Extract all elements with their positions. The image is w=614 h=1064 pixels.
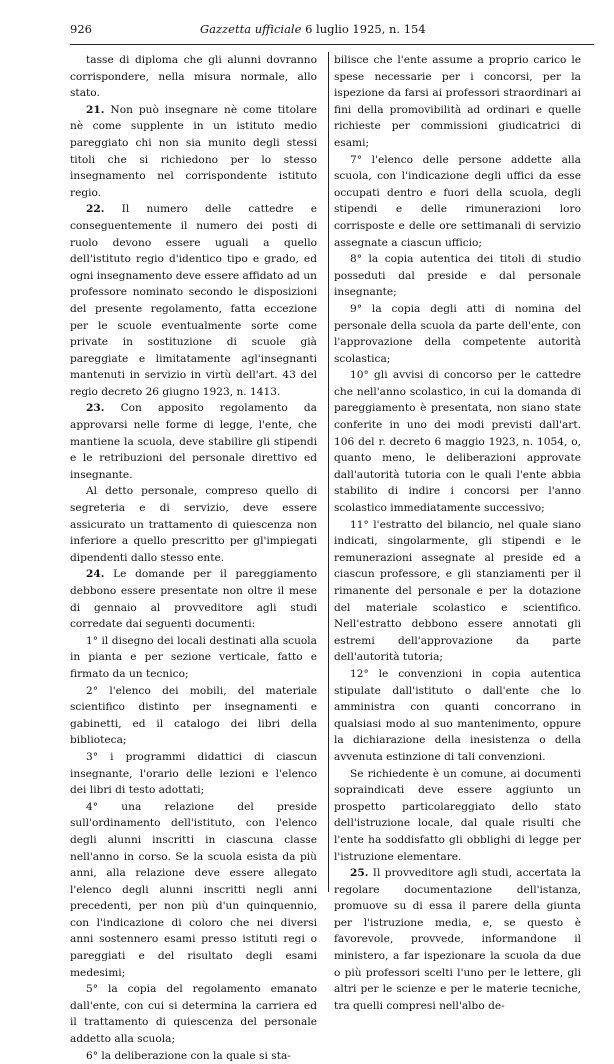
- article-paragraph: [70, 201, 317, 400]
- paragraph: [70, 749, 317, 799]
- paragraph-text: Le domande per il pareggiamento debbono essere presentate non oltre il mese di gennaio al provveditore agli studi corredate dai seguenti documenti:: [70, 568, 317, 631]
- paragraph-text: Se richiedente è un comune, ai documenti sopraindicati deve essere aggiunto un prospetto particolareggiato dello stato dell'istruzione locale, dal quale risulti che l'ente ha soddisfatto gli obblighi di legge per l'istruzione elementare.: [334, 767, 581, 863]
- paragraph: [334, 517, 581, 666]
- column-divider: [328, 52, 329, 892]
- article-paragraph: [70, 400, 317, 483]
- paragraph: [70, 1048, 317, 1064]
- paragraph-text: 1° il disegno dei locali destinati alla scuola in pianta e per sezione verticale, fatto e firmato da un tecnico;: [70, 634, 317, 680]
- paragraph-text: 5° la copia del regolamento emanato dall'ente, con cui si determina la carriera ed il trattamento di quiescenza del personale addetto alla scuola;: [70, 983, 317, 1046]
- paragraph: [334, 301, 581, 367]
- article-paragraph: [70, 566, 317, 632]
- paragraph: [334, 666, 581, 766]
- paragraph-text: bilisce che l'ente assume a proprio carico le spese necessarie per i concorsi, per la ispezione da farsi ai professori straordinari ai fini della promovibilità ad ordinari e quelle richieste per commissioni giudicatrici di esami;: [334, 54, 581, 149]
- paragraph: [334, 52, 581, 152]
- paragraph-text: Il provveditore agli studi, accertata la regolare documentazione dell'istanza, promuove su di essa il parere della giunta per l'istruzione media, e, se questo è favorevole, provvede, informandone il ministero, a far ispezionare la scuola da due o più professori scelti l'uno per le lettere, gli altri per le scienze e per le materie tecniche, tra quelli compresi nell'albo de-: [334, 867, 581, 1012]
- gazette-title: Gazzetta ufficiale: [200, 22, 302, 36]
- right-column: [334, 52, 581, 1014]
- paragraph: [70, 981, 317, 1047]
- page-number: 926: [70, 22, 92, 36]
- header-rule: [70, 44, 594, 45]
- issue-date: 6 luglio 1925, n. 154: [305, 22, 426, 36]
- article-paragraph: [334, 865, 581, 1014]
- paragraph: [70, 799, 317, 982]
- paragraph-text: 4° una relazione del preside sull'ordinamento dell'istituto, con l'elenco degli alunni inscritti in ciascuna classe nell'anno in corso. Se la scuola esista da più anni, alla relazione deve essere allegato l'elenco degli alunni inscritti negli anni precedenti, per non più d'un quinquennio, con l'indicazione di coloro che nei diversi anni sostennero esami presso istituti regi o pareggiati e del risultato degli esami medesimi;: [70, 800, 317, 979]
- paragraph: [70, 683, 317, 749]
- paragraph-text: Al detto personale, compreso quello di segreteria e di servizio, deve essere assicurato un trattamento di quiescenza non inferiore a quello prescritto per gl'impiegati dipendenti dallo stesso ente.: [70, 485, 317, 564]
- article-number: 23.: [86, 402, 105, 415]
- article-number: 25.: [350, 867, 369, 880]
- paragraph: [334, 152, 581, 252]
- paragraph-text: 3° i programmi didattici di ciascun insegnante, l'orario delle lezioni e l'elenco dei libri di testo adottati;: [70, 750, 317, 797]
- paragraph-text: 12° le convenzioni in copia autentica stipulate dall'istituto o dall'ente che lo amministra con quanti concorrano in qualsiasi modo al suo mantenimento, oppure la dichiarazione della inesistenza o della avvenuta estinzione di tali convenzioni.: [334, 667, 581, 763]
- paragraph-text: 2° l'elenco dei mobili, del materiale scientifico distinto per insegnamenti e gabinetti, ed il catalogo dei libri della biblioteca;: [70, 684, 317, 747]
- page-header: [70, 22, 594, 40]
- paragraph-text: 10° gli avvisi di concorso per le cattedre che nell'anno scolastico, in cui la domanda di pareggiamento è presentata, non siano state conferite in uno dei modi previsti dall'art. 106 del r. decreto 6 maggio 1923, n. 1054, o, quanto meno, le deliberazioni approvate dall'autorità tutoria con le quali l'ente abbia stabilito di indire i concorsi per l'anno scolastico immediatamente successivo;: [334, 369, 581, 515]
- article-number: 22.: [86, 203, 105, 216]
- paragraph: [70, 483, 317, 566]
- paragraph: [334, 367, 581, 516]
- paragraph-text: Con apposito regolamento da approvarsi nelle forme di legge, l'ente, che mantiene la scuola, deve stabilire gli stipendi e le retribuzioni del personale direttivo ed insegnante.: [70, 402, 317, 481]
- paragraph: [70, 52, 317, 102]
- paragraph: [334, 251, 581, 301]
- article-paragraph: [70, 102, 317, 202]
- article-number: 21.: [86, 103, 105, 116]
- paragraph: [70, 633, 317, 683]
- paragraph-text: 8° la copia autentica dei titoli di studio posseduti dal preside e dal personale insegnante;: [334, 253, 581, 299]
- paragraph-text: Non può insegnare nè come titolare nè come supplente in un istituto medio pareggiato chi non sia munito degli stessi titoli che si richiedono per lo stesso insegnamento nel corrispondente istituto regio.: [70, 103, 317, 199]
- left-column: [70, 52, 317, 1064]
- paragraph-text: 6° la deliberazione con la quale si sta-: [86, 1049, 291, 1062]
- paragraph-text: 11° l'estratto del bilancio, nel quale siano indicati, singolarmente, gli stipendi e le remunerazioni assegnate al preside ed a ciascun professore, e gli stanziamenti per il rimanente del personale e per la dotazione del materiale scolastico e scientifico. Nell'estratto debbono essere annotati gli estremi dell'approvazione da parte dell'autorità tutoria;: [334, 518, 581, 664]
- article-number: 24.: [86, 568, 105, 581]
- paragraph-text: 7° l'elenco delle persone addette alla scuola, con l'indicazione degli uffici da esse occupati dentro e fuori della scuola, degli stipendi e delle rimunerazioni loro corrisposte e delle ore settimanali di servizio assegnate a ciascun ufficio;: [334, 153, 581, 249]
- paragraph-text: tasse di diploma che gli alunni dovranno corrispondere, nella misura normale, allo stato.: [70, 54, 317, 100]
- running-title: [200, 22, 426, 36]
- paragraph-text: Il numero delle cattedre e conseguentemente il numero dei posti di ruolo devono essere uguali a quello dell'istituto regio d'identico tipo e grado, ed ogni insegnamento deve essere affidato ad un professore nominato secondo le disposizioni del presente regolamento, fatta eccezione per le scuole eventualmente sorte come private in sostituzione di scuole già pareggiate e limitatamente agl'insegnanti mantenuti in servizio in virtù dell'art. 43 del regio decreto 26 giugno 1923, n. 1413.: [70, 203, 317, 398]
- paragraph-text: 9° la copia degli atti di nomina del personale della scuola da parte dell'ente, con l'approvazione della competente autorità scolastica;: [334, 302, 581, 365]
- paragraph: [334, 766, 581, 866]
